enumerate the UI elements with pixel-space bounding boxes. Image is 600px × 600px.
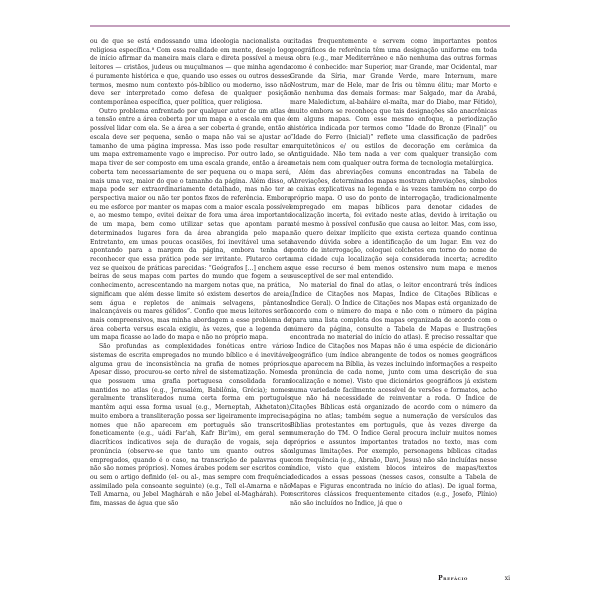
paragraph: Outro problema enfrentado por qualquer autor de um atlas é a tensão entre a área coberta por um mapa e a escala em que é possível lidar com ela. Se a área a ser coberta é grande, então a escala deve ser pequena, senão o mapa não vai se ajustar ao tamanho de uma página impressa. Mas isso pode resultar em um mapa extremamente vago e impreciso. Por outro lado, se o mapa tiver de ser composto em uma escala grande, então a área coberta tem necessariamente de ser pequena ou o mapa será, mais uma vez, maior do que o tamanho da página. Além disso, o mapa pode ser extraordinariamente detalhado, mas não ter a perspectiva maior ou não ter pontos fixos de referência. Embora eu me esforce por manter os mapas com a maior escala possível e, ao mesmo tempo, evitei deixar de fora uma área importante de um mapa, bem como utilizar setas que apontam para determinados lugares fora da área abrangida pelo mapa. Entretanto, em umas poucas ocasiões, foi inevitável uma seta apontando para a margem da página, embora tenha de reconhecer que essa prática pode ser irritante. Plutarco certa vez se queixou de práticas parecidas: “Geógrafos [...] enchem as beiras de seus mapas com partes do mundo que fogem a seu conhecimento, acrescentando na margem notas que, na prática, significam que além desse limite só existem desertos de areia, sem água e repletos de animais selvagens, pântanos inalcançáveis ou mares gélidos”. Confio que meus leitores serão mais compreensivos, mas minha abordagem a esse problema de área coberta versus escala exigiu, às vezes, que a legenda de um mapa ficasse ao lado do mapa e não no próprio mapa. [90, 107, 291, 342]
top-rule [90, 25, 510, 27]
running-head: Prefácio [438, 575, 468, 582]
page-number: xi [504, 575, 510, 582]
paragraph: citadas frequentemente e servem como importantes pontos geográficos de referência têm uma designação uniforme em toda a obra (e.g., mar Mediterrâneo e não nenhuma das outras formas como é conhecido: mar Superior, mar Grande, mar Ocidental, mar Grande da Síria, mar Grande Verde, mare Internum, mare Nostrum, mar de Hele, mar de Íris ou têmnu élitu; mar Morto e não nenhuma das demais formas: mar Salgado, mar da Arabá, mare Maledictum, al-baháire el-maïta, mar do Diabo, mar Fétido), muito embora se reconheça que tais designações são anacrônicas em alguns mapas. Com esse mesmo enfoque, a periodização histórica indicada por termos como “Idade do Bronze (Final)” ou “Idade do Ferro (Inicial)” reflete uma classificação de padrões arquitetônicos e/ ou estilos de decoração em cerâmica da Antiguidade. Não tem nada a ver com qualquer transição com metais nem com qualquer outra forma de tecnologia metalúrgica. [290, 38, 497, 168]
page-footer [90, 575, 510, 585]
paragraph: São profundas as complexidades fonéticas entre vários sistemas de escrita empregados no mundo bíblico e é inevitável alguma grau de inconsistência na grafia de nomes próprios. Apesar disso, procurou-se certo nível de sistematização. Nomes que possuem uma grafia portuguesa consolidada foram mantidos no atlas (e.g., Jerusalém, Babilônia, Grécia); nomes geralmente transliterados numa certa forma em português mantêm aqui essa forma usual (e.g., Merneptah, Akhetaton), muito embora a transliteração possa ser ligeiramente imprecisa; nomes que não aparecem em português são transcritos foneticamente (e.g., uádi Far'ah, Kafr Bir'im), em geral sem diacríticos indicativos seja de duração de vogais, seja de pronúncia (observe-se que tanto um quanto outros são empregados, quando é o caso, na transcrição de palavras que não são nomes próprios). Nomes árabes podem ser escritos com ou sem o artigo definido (el- ou al-, mas sempre com frequência assimilado pela consoante seguinte) (e.g., Tell el-Amarna e não Tell Amarna, ou Jebel Maghárah e não Jebel el-Maghárah). Por fim, massas de água que são [90, 343, 291, 508]
paragraph: ou de que se está endossando uma ideologia nacionalista ou religiosa específica.⁸ Com essa realidade em mente, desejo logo de início afirmar da maneira mais clara e direta possível a meus leitores — cristãos, judeus ou muçulmanos — que minha agenda é puramente histórica e que, quando uso esses ou outros desses termos, mesmo num contexto pós-bíblico ou moderno, isso não deve ser interpretado como defesa de qualquer posição contemporânea específica, quer política, quer religiosa. [90, 38, 291, 107]
paragraph: Além das abreviações comuns encontradas na Tabela de Abreviações, determinados mapas mostram abreviações, símbolos e caixas explicativas na legenda e às vezes também no corpo do próprio mapa. O uso do ponto de interrogação, tradicionalmente empregado em mapas bíblicos para denotar cidades de localização incerta, foi evitado neste atlas, devido à irritação ou até mesmo à possível confusão que causa ao leitor. Mas, com isso, não quero deixar implícito que exista certeza quando continua havendo dúvida sobre a identificação de um lugar. Em vez do ponto de interrogação, coloquei colchetes em torno do nome de uma cidade cuja localização seja considerada incerta; acredito que esse recurso é bem menos ostensivo num mapa e menos susceptível de ser mal entendido. [290, 168, 497, 281]
paragraph: No material do final do atlas, o leitor encontrará três índices (Índice de Citações nos Mapas, Índice de Citações Bíblicas e Índice Geral). O Índice de Citações nos Mapas está organizado de acordo com o número do mapa e não com o número da página (para uma lista completa dos mapas organizada de acordo com o número da página, consulte a Tabela de Mapas e Ilustrações encontrada no material do início do atlas). É preciso ressaltar que o Índice de Citações nos Mapas não é uma espécie de dicionário geográfico (um índice abrangente de todos os nomes geográficos que aparecem na Bíblia, às vezes incluindo informações a respeito da pronúncia de cada nome, junto com uma descrição de sua localização e nome). Visto que dicionários geográficos já existem numa variedade facilmente acessível de versões e formatos, acho que não há necessidade de reinventar a roda. O Índice de Citações Bíblicas está organizado de acordo com o número da página no atlas; também segue a numeração de versículos das Bíblias protestantes em português, que às vezes diverge da numeração do TM. O Índice Geral procura incluir muitos nomes próprios e assuntos importantes tratados no texto, mas com algumas limitações. Por exemplo, personagens bíblicas citadas com frequência (e.g., Abraão, Davi, Jesus) não são incluídas nesse índice, visto que existem blocos inteiros de mapas/textos dedicados a essas pessoas (nesses casos, consulte a Tabela de Mapas e Figuras encontrada no início do atlas). De igual forma, escritores clássicos frequentemente citados (e.g., Josefo, Plínio) não são incluídos no Índice, já que o [290, 282, 497, 508]
right-column [290, 38, 497, 509]
left-column [90, 38, 291, 509]
